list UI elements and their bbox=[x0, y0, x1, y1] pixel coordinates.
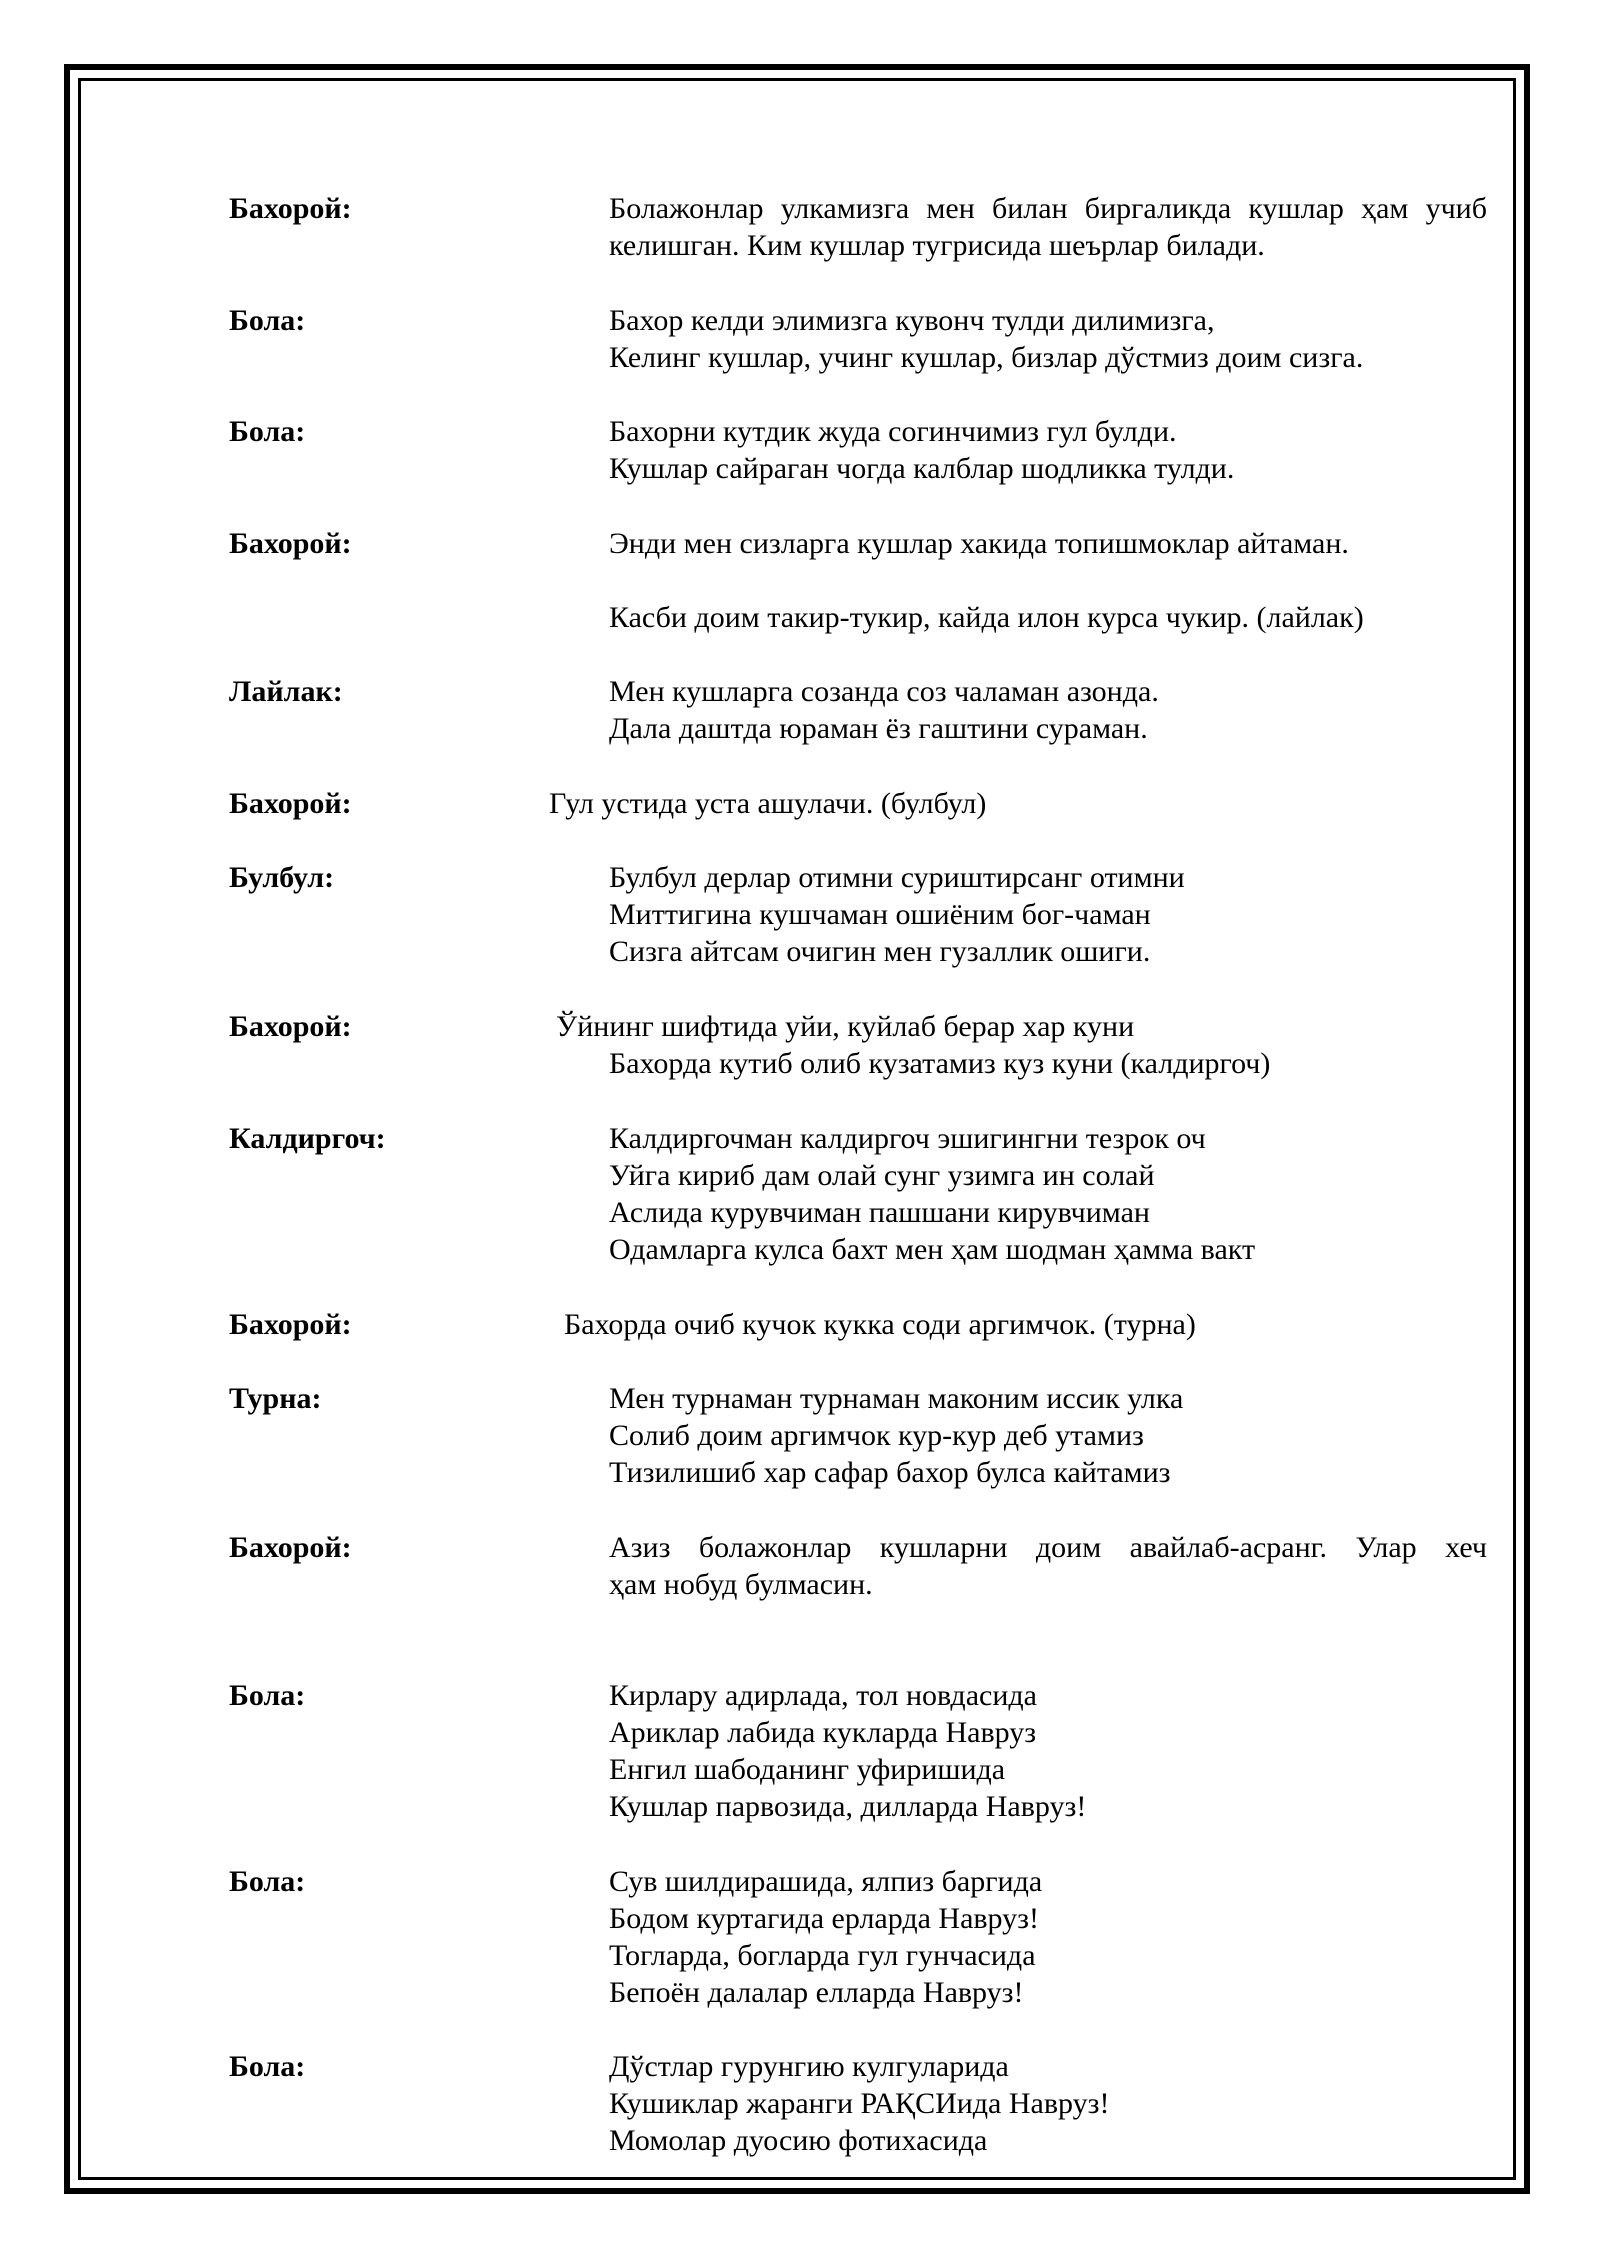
speaker-label: Калдиргоч: bbox=[229, 1122, 386, 1155]
speaker-label: Бола: bbox=[229, 1679, 306, 1712]
dialogue-line: келишган. Ким кушлар тугрисида шеърлар билади. bbox=[609, 229, 1265, 262]
dialogue-line: Гул устида уста ашулачи. (булбул) bbox=[549, 787, 987, 820]
dialogue-line: Кушлар парвозида, дилларда Навруз! bbox=[609, 1790, 1087, 1823]
dialogue-line: Касби доим такир-тукир, кайда илон курса чукир. (лайлак) bbox=[609, 601, 1364, 634]
speaker-label: Турна: bbox=[229, 1382, 322, 1415]
dialogue-line: Кушлар сайраган чогда калблар шодликка тулди. bbox=[609, 452, 1235, 485]
speaker-label: Бахорой: bbox=[229, 192, 352, 225]
speaker-label: Бола: bbox=[229, 1865, 306, 1898]
dialogue-line: Енгил шабоданинг уфиришида bbox=[609, 1753, 1006, 1786]
dialogue-line: Сизга айтсам очигин мен гузаллик ошиги. bbox=[609, 935, 1151, 968]
dialogue-line: Бахорда кутиб олиб кузатамиз куз куни (калдиргоч) bbox=[609, 1047, 1271, 1080]
speaker-label: Бахорой: bbox=[229, 1308, 352, 1341]
dialogue-line: Кирлару адирлада, тол новдасида bbox=[609, 1679, 1037, 1712]
dialogue-line: Булбул дерлар отимни суриштирсанг отимни bbox=[609, 861, 1185, 894]
speaker-label: Лайлак: bbox=[229, 675, 343, 708]
dialogue-line: Калдиргочман калдиргоч эшигингни тезрок оч bbox=[609, 1122, 1206, 1155]
dialogue-line: Бахорда очиб кучок кукка соди аргимчок. (турна) bbox=[564, 1308, 1196, 1341]
speaker-label: Бола: bbox=[229, 415, 306, 448]
dialogue-line: ҳам нобуд булмасин. bbox=[609, 1568, 873, 1601]
dialogue-line: Ўйнинг шифтида уйи, куйлаб берар хар куни bbox=[556, 1010, 1135, 1043]
dialogue-line: Бахорни кутдик жуда согинчимиз гул булди. bbox=[609, 415, 1177, 448]
dialogue-line: Одамларга кулса бахт мен ҳам шодман ҳамма вакт bbox=[609, 1233, 1256, 1266]
dialogue-line: Азиз болажонлар кушларни доим авайлаб-асранг. Улар хеч bbox=[609, 1531, 1487, 1564]
dialogue-line: Аслида курувчиман пашшани кирувчиман bbox=[609, 1196, 1150, 1229]
dialogue-line: Момолар дуосию фотихасида bbox=[609, 2124, 988, 2157]
dialogue-line: Уйга кириб дам олай сунг узимга ин солай bbox=[609, 1159, 1155, 1192]
dialogue-line: Бахор келди элимизга кувонч тулди дилимизга, bbox=[609, 304, 1215, 337]
dialogue-line: Миттигина кушчаман ошиёним бог-чаман bbox=[609, 898, 1151, 931]
speaker-label: Бола: bbox=[229, 304, 306, 337]
dialogue-line: Тогларда, богларда гул гунчасида bbox=[609, 1939, 1036, 1972]
speaker-label: Бахорой: bbox=[229, 787, 352, 820]
speaker-label: Бола: bbox=[229, 2050, 306, 2083]
dialogue-line: Сув шилдирашида, ялпиз баргида bbox=[609, 1865, 1043, 1898]
dialogue-line: Ариклар лабида кукларда Навруз bbox=[609, 1716, 1037, 1749]
speaker-label: Бахорой: bbox=[229, 1010, 352, 1043]
dialogue-line: Тизилишиб хар сафар бахор булса кайтамиз bbox=[609, 1456, 1171, 1489]
dialogue-line: Келинг кушлар, учинг кушлар, бизлар дўстмиз доим сизга. bbox=[609, 341, 1364, 374]
speaker-label: Бахорой: bbox=[229, 1531, 352, 1564]
dialogue-line: Болажонлар улкамизга мен билан биргаликда кушлар ҳам учиб bbox=[609, 192, 1487, 225]
dialogue-line: Бепоён далалар елларда Навруз! bbox=[609, 1976, 1024, 2009]
dialogue-line: Бодом куртагида ерларда Навруз! bbox=[609, 1902, 1040, 1935]
dialogue-line: Кушиклар жаранги РАҚСИида Навруз! bbox=[609, 2087, 1110, 2120]
dialogue-line: Дала даштда юраман ёз гаштини сураман. bbox=[609, 712, 1148, 745]
speaker-label: Бахорой: bbox=[229, 527, 352, 560]
dialogue-line: Мен кушларга созанда соз чаламан азонда. bbox=[609, 675, 1159, 708]
dialogue-line: Мен турнаман турнаман маконим иссик улка bbox=[609, 1382, 1184, 1415]
dialogue-line: Энди мен сизларга кушлар хакида топишмоклар айтаман. bbox=[609, 527, 1349, 560]
dialogue-line: Дўстлар гурунгию кулгуларида bbox=[609, 2050, 1009, 2083]
dialogue-line: Солиб доим аргимчок кур-кур деб утамиз bbox=[609, 1419, 1144, 1452]
speaker-label: Булбул: bbox=[229, 861, 335, 894]
